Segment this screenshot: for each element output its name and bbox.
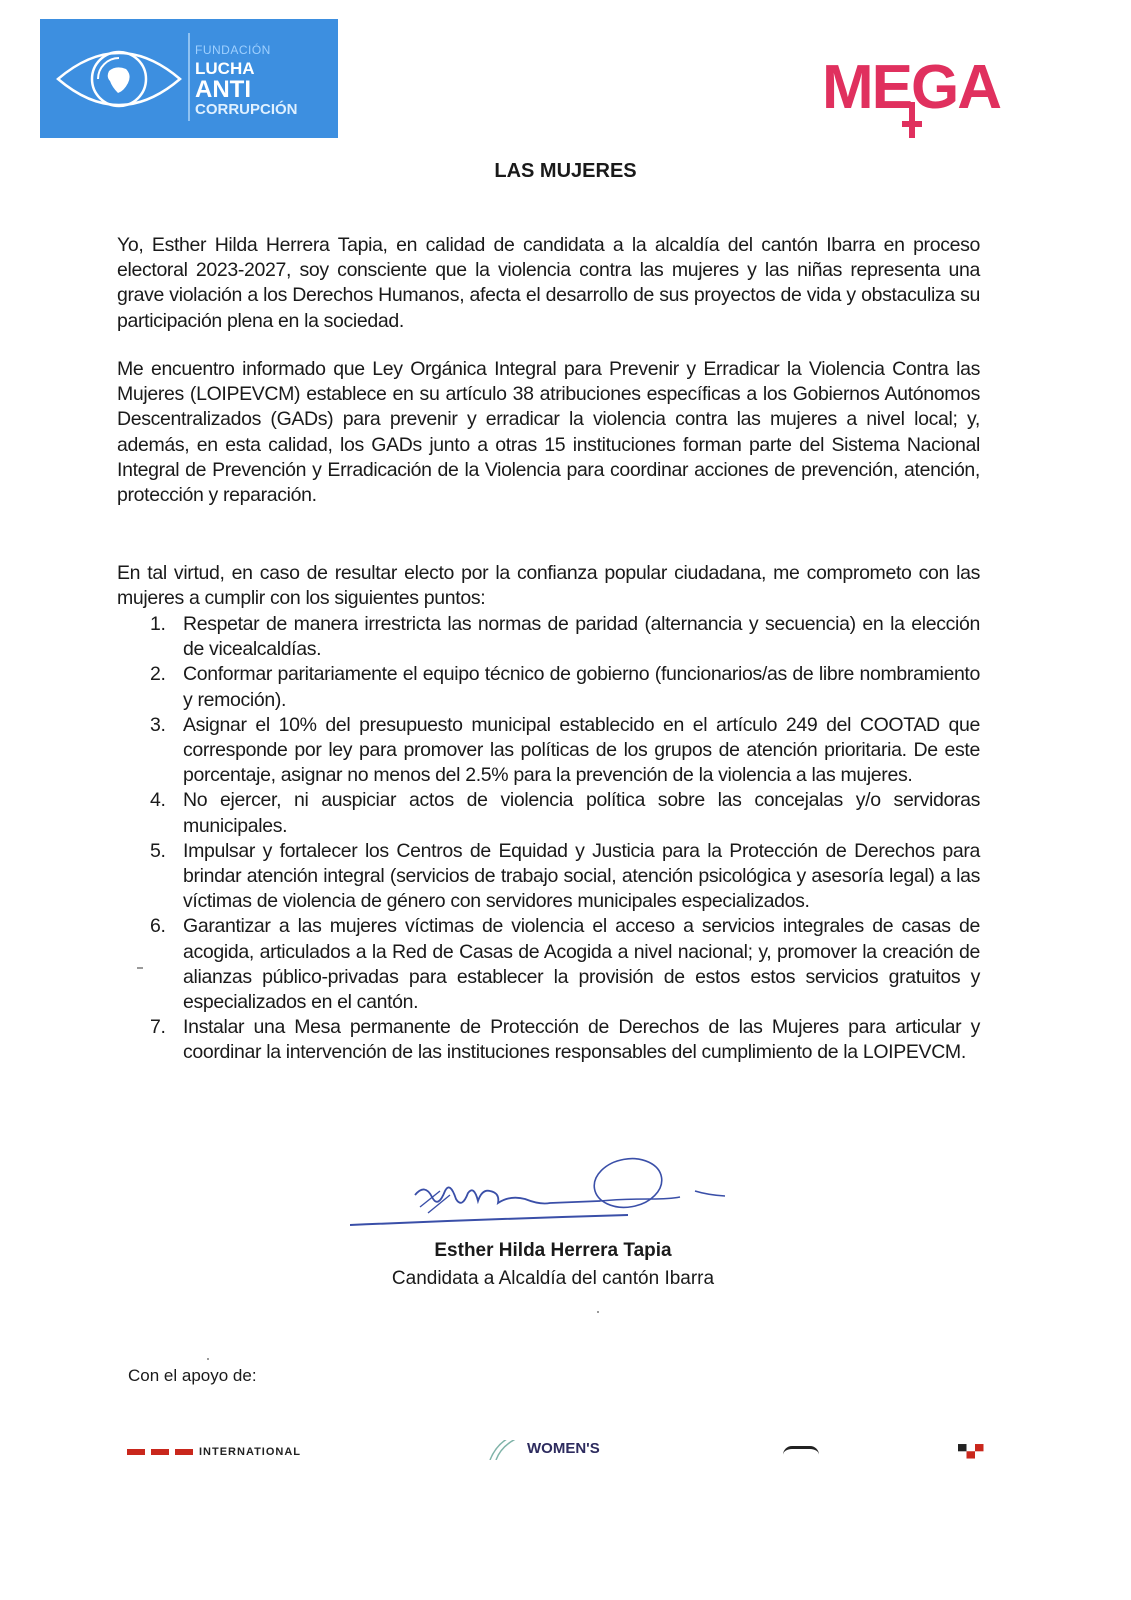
scan-speck (137, 967, 143, 969)
eye-with-ecuador-map-icon (54, 41, 184, 117)
list-item (117, 662, 980, 712)
list-item-text: No ejercer, ni auspiciar actos de violencia política sobre las concejalas y/o servidoras municipales. (183, 789, 980, 837)
paragraph-law: Me encuentro informado que Ley Orgánica Integral para Prevenir y Erradicar la Violencia Contra las Mujeres (LOIPEVCM) establece en su artículo 38 atribuciones específicas a los Gobiernos Autónomos Descentralizados (GADs) para prevenir y erradicar la violencia contra las mujeres a nivel local; y, además, en esta calidad, los GADs junto a otras 15 instituciones forman parte del Sistema Nacional Integral de Prevención y Erradicación de la Violencia para coordinar acciones de prevención, atención, protección y reparación. (117, 358, 980, 507)
list-item (117, 612, 980, 662)
list-item-number: 2. (150, 663, 166, 686)
logo-divider (188, 33, 190, 121)
list-item-text: Asignar el 10% del presupuesto municipal establecido en el artículo 249 del COOTAD que corresponde por ley para promover las políticas de los grupos de atención prioritaria. De este porcentaje, asignar no menos del 2.5% para la prevención de la violencia a las mujeres. (183, 713, 980, 787)
partner-swoosh-icon (488, 1440, 528, 1460)
mega-logo-text: MEGA (822, 53, 1000, 122)
list-item (117, 839, 980, 915)
partner-logo-red-blocks: ▀▄▀ (958, 1444, 984, 1458)
logo-line-4: CORRUPCIÓN (195, 101, 298, 118)
signatory-name: Esther Hilda Herrera Tapia (434, 1240, 672, 1261)
list-item (117, 914, 980, 1015)
mega-logo (822, 52, 1000, 123)
support-label: Con el apoyo de: (128, 1366, 257, 1385)
list-item-text: Conformar paritariamente el equipo técnico de gobierno (funcionarios/as de libre nombramiento y remoción). (183, 663, 980, 711)
list-item-text: Garantizar a las mujeres víctimas de violencia el acceso a servicios integrales de casas de acogida, articulados a la Red de Casas de Acogida a nivel nacional; y, promover la creación de alianzas público-privadas para establecer la provisión de estos estos servicios gratuitos y especializados en el cantón. (183, 915, 980, 1014)
red-block-icon (175, 1449, 193, 1455)
logo-line-1: FUNDACIÓN (195, 43, 271, 57)
document-title: LAS MUJERES (494, 160, 637, 182)
partner-logos (0, 1440, 1131, 1460)
list-item-number: 1. (150, 613, 166, 635)
partner-logo-international (127, 1446, 301, 1458)
list-item-number: 3. (150, 713, 166, 736)
list-item-number: 4. (150, 789, 166, 812)
red-block-icon (127, 1449, 145, 1455)
paragraph-intro: Yo, Esther Hilda Herrera Tapia, en calidad de candidata a la alcaldía del cantón Ibarra en proceso electoral 2023-2027, soy consciente que la violencia contra las mujeres y las niñas representa una grave violación a los Derechos Humanos, afecta el desarrollo de sus proyectos de vida y obstaculiza su participación plena en la sociedad. (117, 234, 980, 332)
signatory-role: Candidata a Alcaldía del cantón Ibarra (391, 1268, 715, 1289)
list-item-number: 6. (150, 915, 166, 938)
logo-line-2: LUCHA (195, 59, 255, 78)
list-item-text: Instalar una Mesa permanente de Protección de Derechos de las Mujeres para articular y coordinar la intervención de las instituciones responsables del cumplimiento de la LOIPEVCM. (183, 1016, 980, 1064)
scan-speck (597, 1311, 599, 1313)
partner-logo-arc (783, 1446, 819, 1455)
list-item-number: 7. (150, 1016, 166, 1039)
scan-speck (207, 1358, 209, 1360)
venus-symbol-icon (897, 102, 927, 142)
list-item (117, 788, 980, 838)
paragraph-commitment-lead: En tal virtud, en caso de resultar electo por la confianza popular ciudadana, me comprometo con las mujeres a cumplir con los siguientes puntos: (117, 562, 980, 610)
list-item-text: Impulsar y fortalecer los Centros de Equidad y Justicia para la Protección de Derechos para brindar atención integral (servicios de trabajo social, atención psicológica y asesoría legal) a las víctimas de violencia de género con servidores municipales especializados. (183, 839, 980, 913)
red-block-icon (151, 1449, 169, 1455)
list-item (117, 713, 980, 789)
logo-line-3: ANTI (195, 76, 251, 103)
partner-logo-womens: WOMEN'S (527, 1440, 600, 1457)
handwritten-signature (350, 1155, 750, 1235)
list-item (117, 1015, 980, 1065)
list-item-text: Respetar de manera irrestricta las normas de paridad (alternancia y secuencia) en la elección de vicealcaldías. (183, 613, 980, 661)
list-item-number: 5. (150, 839, 166, 862)
commitments-list (117, 612, 980, 1066)
partner-name: INTERNATIONAL (199, 1446, 302, 1458)
fundacion-lucha-anticorrupcion-logo (40, 19, 338, 138)
